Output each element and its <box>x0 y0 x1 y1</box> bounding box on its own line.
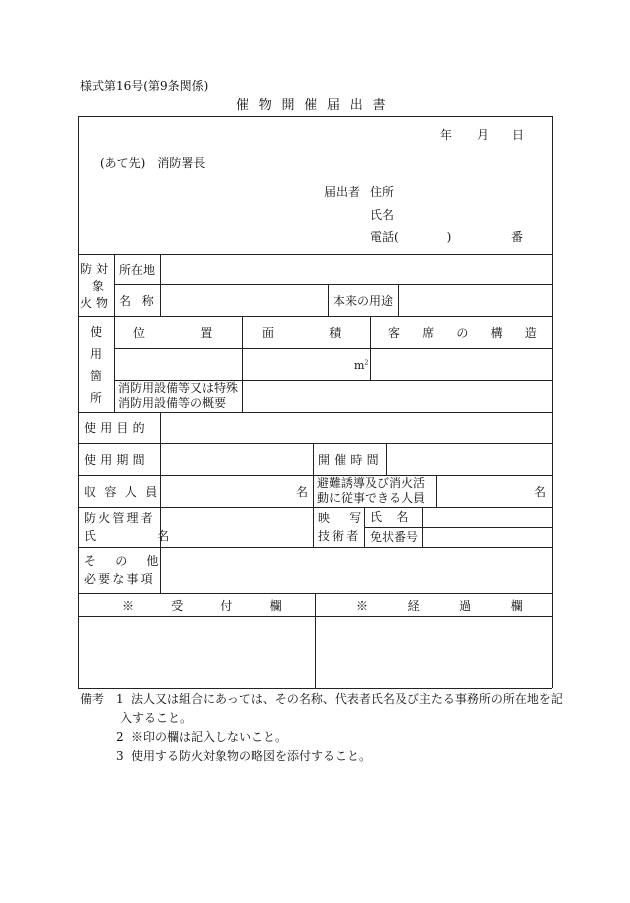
note-number-1: 1 <box>116 692 124 706</box>
fire-manager-label-2: 氏名 <box>84 529 231 543</box>
applicant-label: 届出者 <box>324 185 361 199</box>
position-label: 位置 <box>133 326 268 340</box>
note-text-1: 法人又は組合にあっては、その名称、代表者氏名及び主たる事務所の所在地を記 <box>131 692 563 706</box>
area-label: 面積 <box>262 326 397 340</box>
address-label: 住所 <box>370 185 395 199</box>
usage-label-1: 使 <box>90 325 103 339</box>
note-number-3: 3 <box>116 749 124 763</box>
fire-manager-label-1: 防火管理者 <box>84 511 155 525</box>
location-label: 所在地 <box>119 263 156 277</box>
hours-label: 開催時間 <box>318 453 383 467</box>
area-unit: $m^2$ <box>354 359 369 372</box>
projection-label-2: 技術者 <box>318 529 361 543</box>
addressee: (あて先) 消防署長 <box>100 156 206 170</box>
date-day: 日 <box>512 128 525 142</box>
target-name-label: 名称 <box>119 294 165 308</box>
notes-label: 備考 <box>80 692 105 706</box>
other-label-2: 必要な事項 <box>84 572 155 586</box>
name-label: 氏名 <box>370 208 395 222</box>
date-month: 月 <box>477 128 490 142</box>
usage-label-2: 用 <box>90 347 103 361</box>
usage-label-3: 箇 <box>90 369 103 383</box>
seating-label: 客席の構造 <box>388 326 560 340</box>
target-label-2: 象 <box>92 279 105 293</box>
note-number-2: 2 <box>116 730 124 744</box>
note-text-2: ※印の欄は記入しないこと。 <box>131 730 288 744</box>
projection-label-1: 映写 <box>318 511 381 525</box>
evacuation-staff-label: 避難誘導及び消火活 動に従事できる人員 <box>317 476 426 505</box>
license-number-label: 免状番号 <box>370 530 419 544</box>
note-text-3: 使用する防火対象物の略図を添付すること。 <box>131 749 372 763</box>
projectionist-name-label: 氏名 <box>370 510 423 524</box>
note-text-1-cont: 入すること。 <box>120 711 193 725</box>
original-use-label: 本来の用途 <box>333 294 394 308</box>
capacity-unit: 名 <box>296 485 309 499</box>
target-label-1: 防対 <box>80 262 113 276</box>
form-number: 様式第16号(第9条関係) <box>80 79 209 93</box>
period-label: 使用期間 <box>84 453 149 467</box>
form-title: 催物開催届出書 <box>236 98 396 113</box>
date-year: 年 <box>440 128 453 142</box>
capacity-label: 収容人員 <box>84 485 166 499</box>
evac-unit: 名 <box>534 485 547 499</box>
progress-box-label: ※経過欄 <box>356 599 563 613</box>
reception-box-label: ※受付欄 <box>122 599 319 613</box>
purpose-label: 使用目的 <box>84 421 149 435</box>
phone-ban: 番 <box>511 230 524 244</box>
usage-label-4: 所 <box>90 391 103 405</box>
phone-label: 電話( ) <box>370 230 452 244</box>
equipment-label: 消防用設備等又は特殊 消防用設備等の概要 <box>118 381 239 410</box>
other-label-1: その他 <box>84 554 178 568</box>
target-label-3: 火物 <box>80 296 113 310</box>
